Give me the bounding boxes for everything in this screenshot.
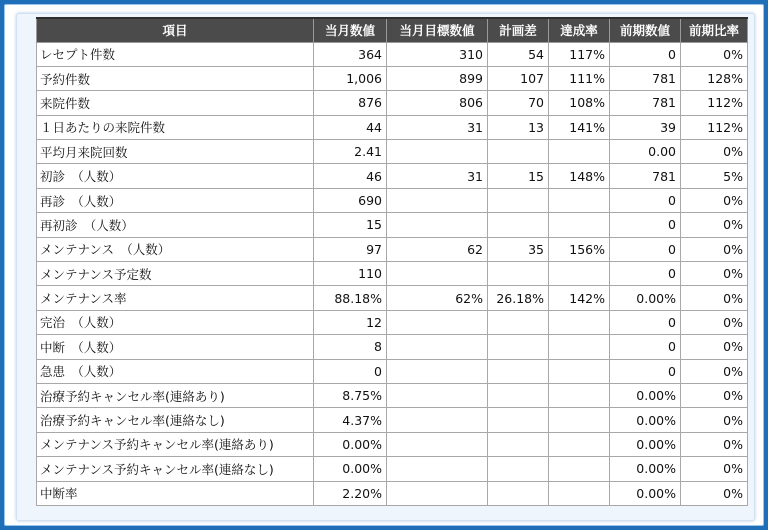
- previous-value-cell: 0: [610, 188, 681, 212]
- row-label: 予約件数: [37, 66, 314, 90]
- previous-ratio-cell: 0%: [681, 140, 748, 164]
- previous-value-cell: 0: [610, 262, 681, 286]
- previous-ratio-cell: 112%: [681, 91, 748, 115]
- row-label: 完治 （人数）: [37, 310, 314, 334]
- target-value-cell: [387, 383, 488, 407]
- table-row: [37, 359, 748, 383]
- achievement-rate-cell: 141%: [549, 115, 610, 139]
- previous-value-cell: 39: [610, 115, 681, 139]
- previous-value-cell: 781: [610, 66, 681, 90]
- plan-diff-cell: [488, 262, 549, 286]
- previous-ratio-cell: 0%: [681, 237, 748, 261]
- previous-ratio-cell: 112%: [681, 115, 748, 139]
- current-value-cell: 690: [314, 188, 387, 212]
- table-row: [37, 91, 748, 115]
- table-row: [37, 383, 748, 407]
- previous-value-cell: 0.00%: [610, 481, 681, 505]
- column-header-target-value[interactable]: 当月目標数値: [387, 18, 488, 42]
- previous-ratio-cell: 0%: [681, 481, 748, 505]
- previous-ratio-cell: 0%: [681, 359, 748, 383]
- column-header-previous-ratio[interactable]: 前期比率: [681, 18, 748, 42]
- current-value-cell: 2.20%: [314, 481, 387, 505]
- row-label: 中断 （人数）: [37, 335, 314, 359]
- previous-ratio-cell: 0%: [681, 457, 748, 481]
- previous-value-cell: 0: [610, 335, 681, 359]
- current-value-cell: 88.18%: [314, 286, 387, 310]
- current-value-cell: 97: [314, 237, 387, 261]
- previous-ratio-cell: 0%: [681, 310, 748, 334]
- current-value-cell: 0.00%: [314, 432, 387, 456]
- table-row: [37, 481, 748, 505]
- previous-value-cell: 0.00: [610, 140, 681, 164]
- achievement-rate-cell: 142%: [549, 286, 610, 310]
- achievement-rate-cell: [549, 432, 610, 456]
- current-value-cell: 0.00%: [314, 457, 387, 481]
- previous-value-cell: 781: [610, 91, 681, 115]
- target-value-cell: 899: [387, 66, 488, 90]
- previous-ratio-cell: 5%: [681, 164, 748, 188]
- table-row: [37, 42, 748, 66]
- table-row: [37, 213, 748, 237]
- previous-ratio-cell: 0%: [681, 213, 748, 237]
- achievement-rate-cell: [549, 359, 610, 383]
- row-label: メンテナンス （人数）: [37, 237, 314, 261]
- row-label: 中断率: [37, 481, 314, 505]
- achievement-rate-cell: 108%: [549, 91, 610, 115]
- column-header-current-value[interactable]: 当月数値: [314, 18, 387, 42]
- column-header-item[interactable]: 項目: [37, 18, 314, 42]
- table-row: [37, 262, 748, 286]
- achievement-rate-cell: [549, 408, 610, 432]
- previous-ratio-cell: 128%: [681, 66, 748, 90]
- achievement-rate-cell: [549, 310, 610, 334]
- plan-diff-cell: [488, 408, 549, 432]
- row-label: 治療予約キャンセル率(連絡あり): [37, 383, 314, 407]
- achievement-rate-cell: 156%: [549, 237, 610, 261]
- table-row: [37, 408, 748, 432]
- row-label: １日あたりの来院件数: [37, 115, 314, 139]
- previous-ratio-cell: 0%: [681, 383, 748, 407]
- current-value-cell: 8: [314, 335, 387, 359]
- kpi-table: [36, 17, 748, 506]
- target-value-cell: 310: [387, 42, 488, 66]
- plan-diff-cell: [488, 213, 549, 237]
- target-value-cell: 806: [387, 91, 488, 115]
- current-value-cell: 8.75%: [314, 383, 387, 407]
- target-value-cell: [387, 481, 488, 505]
- plan-diff-cell: 13: [488, 115, 549, 139]
- achievement-rate-cell: [549, 383, 610, 407]
- column-header-achievement-rate[interactable]: 達成率: [549, 18, 610, 42]
- table-row: [37, 188, 748, 212]
- plan-diff-cell: 70: [488, 91, 549, 115]
- plan-diff-cell: [488, 335, 549, 359]
- achievement-rate-cell: [549, 140, 610, 164]
- table-body: [37, 42, 748, 505]
- plan-diff-cell: 35: [488, 237, 549, 261]
- current-value-cell: 364: [314, 42, 387, 66]
- previous-value-cell: 0: [610, 42, 681, 66]
- previous-value-cell: 0.00%: [610, 383, 681, 407]
- target-value-cell: [387, 188, 488, 212]
- plan-diff-cell: [488, 383, 549, 407]
- plan-diff-cell: [488, 359, 549, 383]
- current-value-cell: 876: [314, 91, 387, 115]
- plan-diff-cell: 15: [488, 164, 549, 188]
- column-header-plan-diff[interactable]: 計画差: [488, 18, 549, 42]
- row-label: 平均月来院回数: [37, 140, 314, 164]
- previous-value-cell: 0.00%: [610, 457, 681, 481]
- previous-ratio-cell: 0%: [681, 335, 748, 359]
- previous-ratio-cell: 0%: [681, 432, 748, 456]
- previous-ratio-cell: 0%: [681, 408, 748, 432]
- current-value-cell: 4.37%: [314, 408, 387, 432]
- target-value-cell: [387, 140, 488, 164]
- target-value-cell: [387, 359, 488, 383]
- previous-value-cell: 0: [610, 237, 681, 261]
- previous-value-cell: 0.00%: [610, 408, 681, 432]
- current-value-cell: 1,006: [314, 66, 387, 90]
- previous-ratio-cell: 0%: [681, 188, 748, 212]
- table-row: [37, 66, 748, 90]
- row-label: 初診 （人数）: [37, 164, 314, 188]
- achievement-rate-cell: [549, 457, 610, 481]
- target-value-cell: 31: [387, 164, 488, 188]
- previous-value-cell: 0.00%: [610, 286, 681, 310]
- current-value-cell: 15: [314, 213, 387, 237]
- target-value-cell: 31: [387, 115, 488, 139]
- target-value-cell: [387, 335, 488, 359]
- previous-ratio-cell: 0%: [681, 42, 748, 66]
- row-label: メンテナンス予約キャンセル率(連絡あり): [37, 432, 314, 456]
- report-panel: [16, 13, 755, 521]
- row-label: 治療予約キャンセル率(連絡なし): [37, 408, 314, 432]
- row-label: 再初診 （人数）: [37, 213, 314, 237]
- table-header-row: [37, 18, 748, 42]
- column-header-previous-value[interactable]: 前期数値: [610, 18, 681, 42]
- outer-frame: [4, 4, 764, 526]
- row-label: 来院件数: [37, 91, 314, 115]
- row-label: メンテナンス予約キャンセル率(連絡なし): [37, 457, 314, 481]
- achievement-rate-cell: [549, 481, 610, 505]
- plan-diff-cell: [488, 481, 549, 505]
- row-label: レセプト件数: [37, 42, 314, 66]
- current-value-cell: 12: [314, 310, 387, 334]
- previous-value-cell: 0: [610, 359, 681, 383]
- plan-diff-cell: [488, 140, 549, 164]
- table-row: [37, 286, 748, 310]
- row-label: 再診 （人数）: [37, 188, 314, 212]
- current-value-cell: 110: [314, 262, 387, 286]
- target-value-cell: 62: [387, 237, 488, 261]
- current-value-cell: 2.41: [314, 140, 387, 164]
- row-label: メンテナンス率: [37, 286, 314, 310]
- previous-ratio-cell: 0%: [681, 262, 748, 286]
- plan-diff-cell: [488, 188, 549, 212]
- target-value-cell: [387, 432, 488, 456]
- achievement-rate-cell: [549, 262, 610, 286]
- previous-ratio-cell: 0%: [681, 286, 748, 310]
- target-value-cell: 62%: [387, 286, 488, 310]
- current-value-cell: 44: [314, 115, 387, 139]
- achievement-rate-cell: 148%: [549, 164, 610, 188]
- table-row: [37, 115, 748, 139]
- table-row: [37, 237, 748, 261]
- target-value-cell: [387, 310, 488, 334]
- target-value-cell: [387, 262, 488, 286]
- achievement-rate-cell: [549, 188, 610, 212]
- previous-value-cell: 781: [610, 164, 681, 188]
- previous-value-cell: 0.00%: [610, 432, 681, 456]
- target-value-cell: [387, 457, 488, 481]
- plan-diff-cell: 26.18%: [488, 286, 549, 310]
- row-label: 急患 （人数）: [37, 359, 314, 383]
- target-value-cell: [387, 408, 488, 432]
- table-row: [37, 164, 748, 188]
- plan-diff-cell: [488, 457, 549, 481]
- previous-value-cell: 0: [610, 310, 681, 334]
- table-row: [37, 432, 748, 456]
- plan-diff-cell: 54: [488, 42, 549, 66]
- achievement-rate-cell: [549, 213, 610, 237]
- previous-value-cell: 0: [610, 213, 681, 237]
- table-row: [37, 335, 748, 359]
- achievement-rate-cell: 117%: [549, 42, 610, 66]
- current-value-cell: 46: [314, 164, 387, 188]
- table-row: [37, 140, 748, 164]
- current-value-cell: 0: [314, 359, 387, 383]
- plan-diff-cell: [488, 432, 549, 456]
- row-label: メンテナンス予定数: [37, 262, 314, 286]
- table-row: [37, 457, 748, 481]
- target-value-cell: [387, 213, 488, 237]
- plan-diff-cell: 107: [488, 66, 549, 90]
- plan-diff-cell: [488, 310, 549, 334]
- achievement-rate-cell: [549, 335, 610, 359]
- achievement-rate-cell: 111%: [549, 66, 610, 90]
- table-row: [37, 310, 748, 334]
